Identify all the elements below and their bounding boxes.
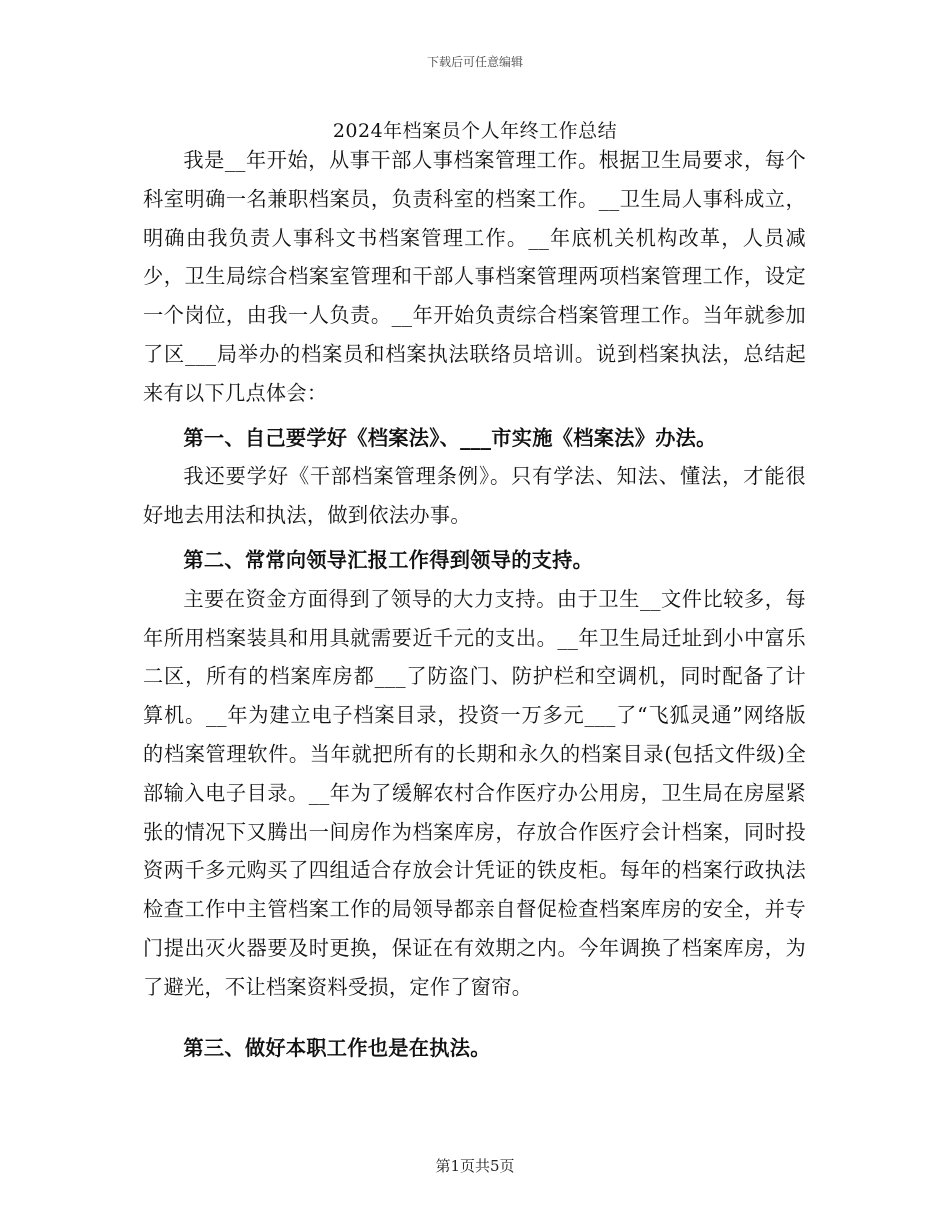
- paragraph-point-one: 我还要学好《干部档案管理条例》。只有学法、知法、懂法，才能很好地去用法和执法，做到依法办事。: [143, 464, 806, 528]
- paragraph-point-two: 主要在资金方面得到了领导的大力支持。由于卫生__文件比较多，每年所用档案装具和用具就需要近千元的支出。__年卫生局迁址到小中富乐二区，所有的档案库房都___了防盗门、防护栏和空调机，同时配备了计算机。__年为建立电子档案目录，投资一万多元___了“飞狐灵通”网络版的档案管理软件。当年就把所有的长期和永久的档案目录(包括文件级)全部输入电子目录。__年为了缓解农村合作医疗办公用房，卫生局在房屋紧张的情况下又腾出一间房作为档案库房，存放合作医疗会计档案，同时投资两千多元购买了四组适合存放会计凭证的铁皮柜。每年的档案行政执法检查工作中主管档案工作的局领导都亲自督促检查档案库房的安全，并专门提出灭火器要及时更换，保证在有效期之内。今年调换了档案库房，为了避光，不让档案资料受损，定作了窗帘。: [143, 586, 806, 999]
- document-body: [143, 141, 806, 1067]
- header-note: 下载后可任意编辑: [426, 55, 523, 69]
- heading-point-one: 第一、自己要学好《档案法》、___市实施《档案法》办法。: [183, 425, 717, 450]
- document-title: 2024年档案员个人年终工作总结: [332, 120, 618, 142]
- heading-point-three: 第三、做好本职工作也是在执法。: [183, 1035, 491, 1060]
- heading-point-two: 第二、常常向领导汇报工作得到领导的支持。: [183, 547, 594, 572]
- paragraph-intro: 我是__年开始，从事干部人事档案管理工作。根据卫生局要求，每个科室明确一名兼职档案员，负责科室的档案工作。__卫生局人事科成立，明确由我负责人事科文书档案管理工作。__年底机关机构改革，人员减少，卫生局综合档案室管理和干部人事档案管理两项档案管理工作，设定一个岗位，由我一人负责。__年开始负责综合档案管理工作。当年就参加了区___局举办的档案员和档案执法联络员培训。说到档案执法，总结起来有以下几点体会：: [143, 148, 806, 405]
- page-number: 第1页共5页: [435, 1157, 515, 1175]
